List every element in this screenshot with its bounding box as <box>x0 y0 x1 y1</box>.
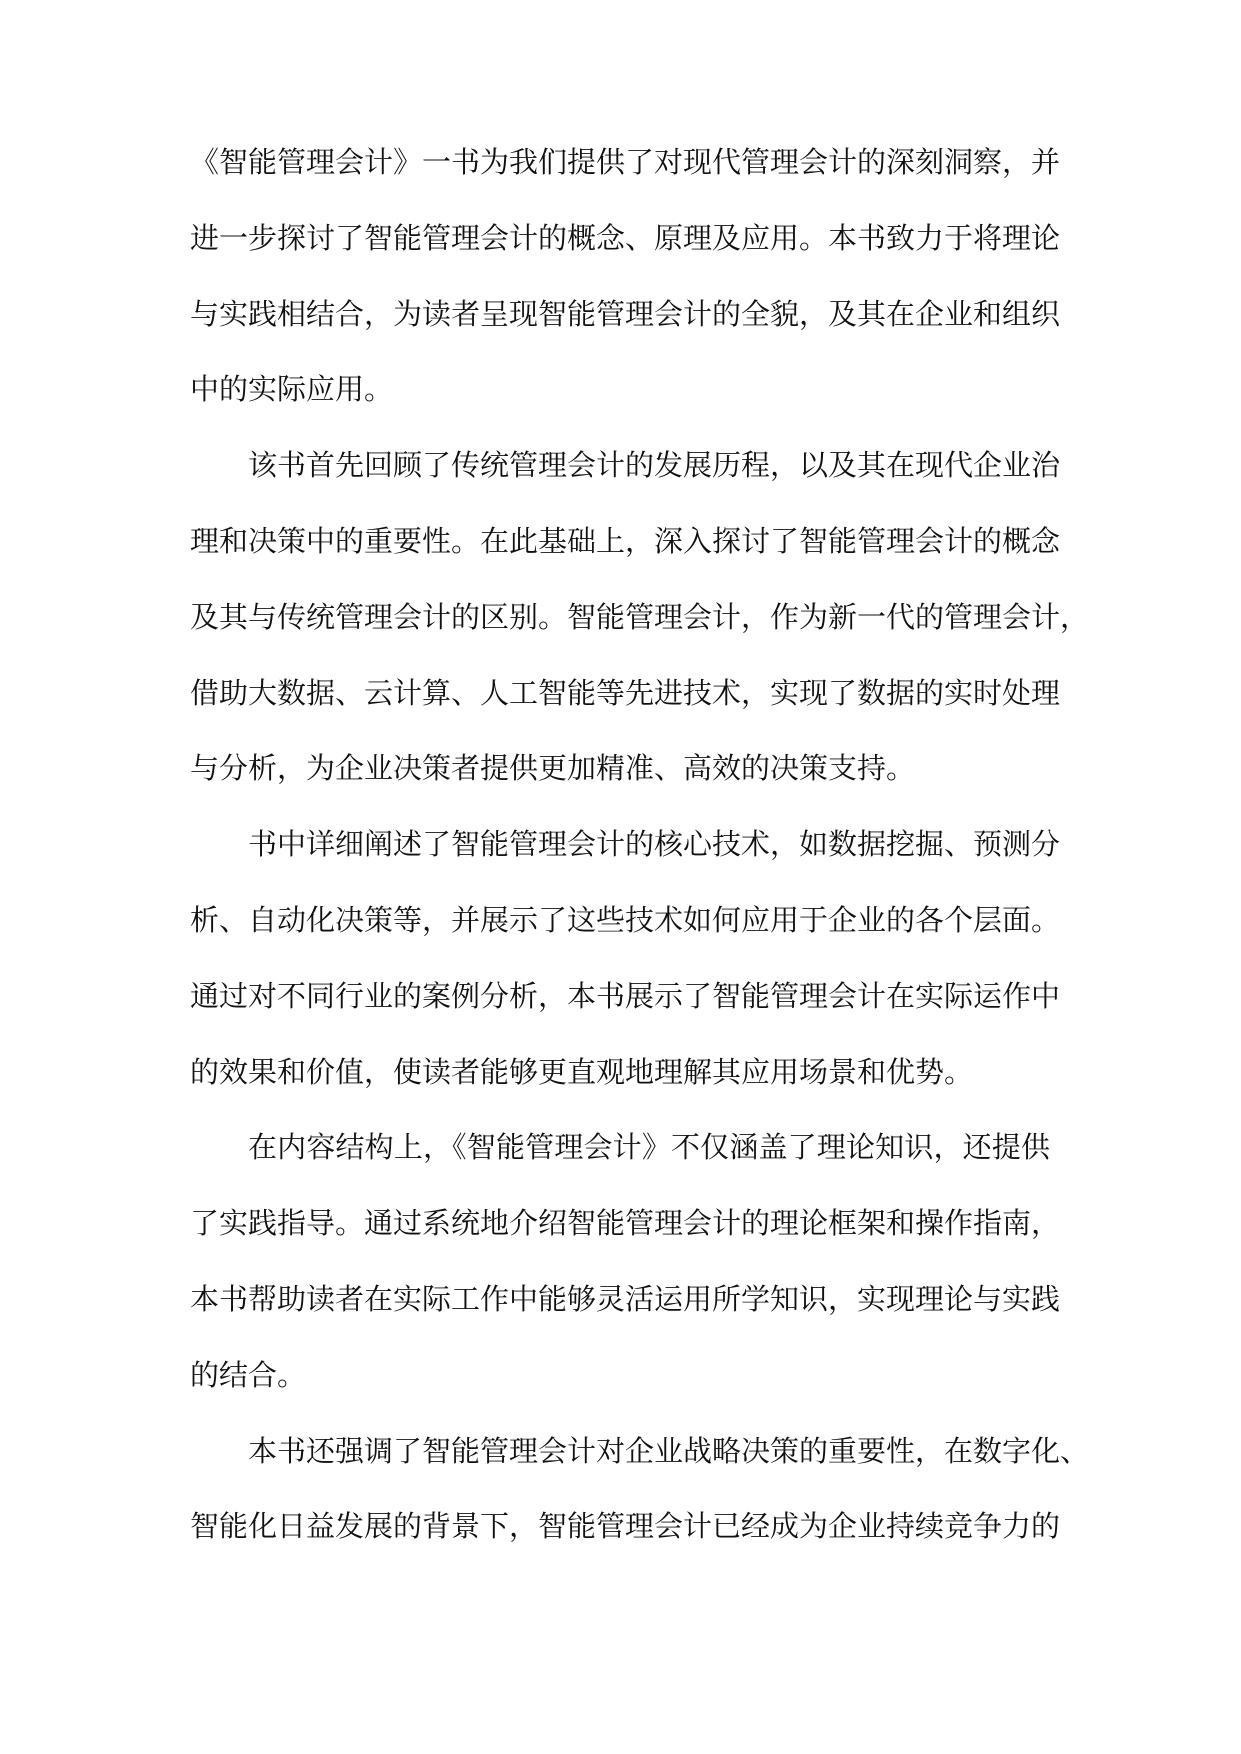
paragraph-5-line-1: 本书还强调了智能管理会计对企业战略决策的重要性，在数字化、 <box>248 1433 1090 1468</box>
paragraph-3-line-4: 的效果和价值，使读者能够更直观地理解其应用场景和优势。 <box>190 1054 974 1089</box>
paragraph-3-line-3: 通过对不同行业的案例分析，本书展示了智能管理会计在实际运作中 <box>190 978 1061 1013</box>
paragraph-2-line-2: 理和决策中的重要性。在此基础上，深入探讨了智能管理会计的概念 <box>190 523 1061 558</box>
paragraph-1-line-2: 进一步探讨了智能管理会计的概念、原理及应用。本书致力于将理论 <box>190 220 1061 255</box>
paragraph-5-line-2: 智能化日益发展的背景下，智能管理会计已经成为企业持续竞争力的 <box>190 1509 1061 1544</box>
paragraph-2-line-3: 及其与传统管理会计的区别。智能管理会计，作为新一代的管理会计， <box>190 599 1090 634</box>
paragraph-2-line-4: 借助大数据、云计算、人工智能等先进技术，实现了数据的实时处理 <box>190 675 1061 710</box>
paragraph-3-line-2: 析、自动化决策等，并展示了这些技术如何应用于企业的各个层面。 <box>190 902 1061 937</box>
paragraph-1-line-1: 《智能管理会计》一书为我们提供了对现代管理会计的深刻洞察，并 <box>190 145 1061 179</box>
paragraph-1-line-4: 中的实际应用。 <box>190 372 394 407</box>
paragraph-4-line-2: 了实践指导。通过系统地介绍智能管理会计的理论框架和操作指南， <box>190 1206 1061 1241</box>
paragraph-3-line-1: 书中详细阐述了智能管理会计的核心技术，如数据挖掘、预测分 <box>248 827 1061 862</box>
paragraph-4-line-1: 在内容结构上，《智能管理会计》不仅涵盖了理论知识，还提供 <box>248 1130 1050 1165</box>
paragraph-2-line-5: 与分析，为企业决策者提供更加精准、高效的决策支持。 <box>190 751 916 786</box>
paragraph-2-line-1: 该书首先回顾了传统管理会计的发展历程，以及其在现代企业治 <box>248 448 1061 483</box>
paragraph-4-line-3: 本书帮助读者在实际工作中能够灵活运用所学知识，实现理论与实践 <box>190 1281 1061 1316</box>
paragraph-4-line-4: 的结合。 <box>190 1357 307 1392</box>
body-text <box>190 142 1090 1582</box>
paragraph-1-line-3: 与实践相结合，为读者呈现智能管理会计的全貌，及其在企业和组织 <box>190 296 1061 331</box>
